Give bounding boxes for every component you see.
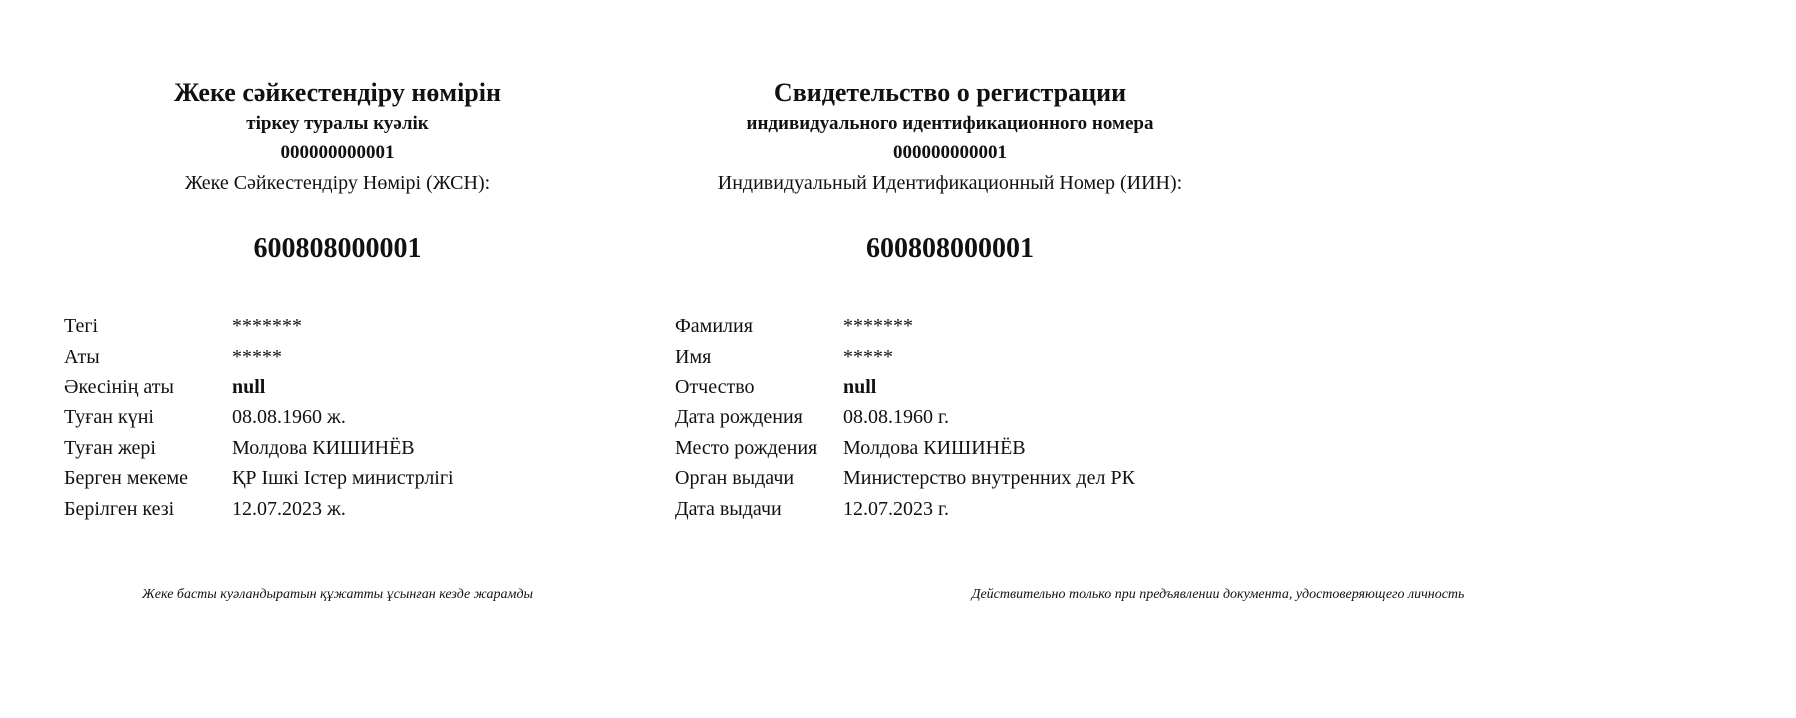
- field-label: Берілген кезі: [64, 497, 175, 520]
- field-label: Туған жері: [64, 436, 156, 459]
- field-label: Фамилия: [675, 315, 753, 338]
- kazakh-title: Жеке сәйкестендіру нөмірін: [174, 78, 501, 107]
- kazakh-footnote: Жеке басты куәландыратын құжатты ұсынған кезде жарамды: [141, 587, 534, 602]
- kazakh-document-number: 000000000001: [280, 142, 395, 163]
- kazakh-heading: [0, 76, 675, 267]
- russian-subtitle: индивидуального идентификационного номера: [746, 113, 1154, 134]
- field-label: Аты: [64, 345, 100, 368]
- field-row-surname: [675, 311, 1135, 341]
- kazakh-subtitle: тіркеу туралы куәлік: [246, 113, 429, 134]
- kazakh-id-value: 600808000001: [253, 233, 422, 264]
- field-row-issuer: [675, 463, 1135, 493]
- field-row-birth-date: [64, 402, 454, 432]
- field-value: ҚР Ішкі Істер министрлігі: [232, 467, 454, 490]
- field-label: Место рождения: [675, 436, 818, 459]
- field-row-name: [675, 341, 1135, 371]
- field-row-issue-date: [675, 493, 1135, 523]
- field-row-issue-date: [64, 493, 454, 523]
- kazakh-id-label: Жеке Сәйкестендіру Нөмірі (ЖСН):: [184, 172, 491, 194]
- field-label: Туған күні: [64, 406, 154, 429]
- field-value: null: [843, 375, 877, 398]
- field-label: Әкесінің аты: [64, 375, 174, 398]
- field-value: null: [232, 375, 266, 398]
- field-label: Имя: [675, 345, 712, 368]
- kazakh-section: [0, 0, 640, 718]
- field-row-name: [64, 341, 454, 371]
- field-row-surname: [64, 311, 454, 341]
- field-row-issuer: [64, 463, 454, 493]
- field-value: *******: [232, 315, 302, 338]
- field-label: Дата рождения: [675, 406, 803, 429]
- field-value: 08.08.1960 ж.: [232, 406, 346, 429]
- field-value: *****: [232, 345, 282, 368]
- field-value: *******: [843, 315, 913, 338]
- field-value: 12.07.2023 г.: [843, 497, 949, 520]
- field-value: 08.08.1960 г.: [843, 406, 949, 429]
- field-row-birth-place: [64, 433, 454, 463]
- field-value: 12.07.2023 ж.: [232, 497, 346, 520]
- russian-fields-table: [675, 311, 1135, 524]
- field-label: Отчество: [675, 375, 755, 398]
- russian-heading: [640, 76, 1260, 267]
- field-row-birth-date: [675, 402, 1135, 432]
- field-value: *****: [843, 345, 893, 368]
- kazakh-fields-table: [64, 311, 454, 524]
- field-row-patronymic: [64, 372, 454, 402]
- field-label: Орган выдачи: [675, 467, 795, 490]
- russian-document-number: 000000000001: [893, 142, 1007, 163]
- russian-id-label: Индивидуальный Идентификационный Номер (ИИН):: [717, 172, 1183, 194]
- russian-id-value: 600808000001: [866, 233, 1034, 264]
- field-label: Дата выдачи: [675, 497, 782, 520]
- russian-title: Свидетельство о регистрации: [773, 78, 1127, 107]
- field-value: Министерство внутренних дел РК: [843, 467, 1135, 490]
- field-value: Молдова КИШИНЁВ: [843, 436, 1026, 459]
- field-row-patronymic: [675, 372, 1135, 402]
- field-label: Берген мекеме: [64, 467, 189, 490]
- field-value: Молдова КИШИНЁВ: [232, 436, 415, 459]
- field-label: Тегі: [64, 315, 99, 338]
- russian-section: [640, 0, 1465, 718]
- russian-footnote: Действительно только при предъявлении документа, удостоверяющего личность: [971, 587, 1465, 602]
- field-row-birth-place: [675, 433, 1135, 463]
